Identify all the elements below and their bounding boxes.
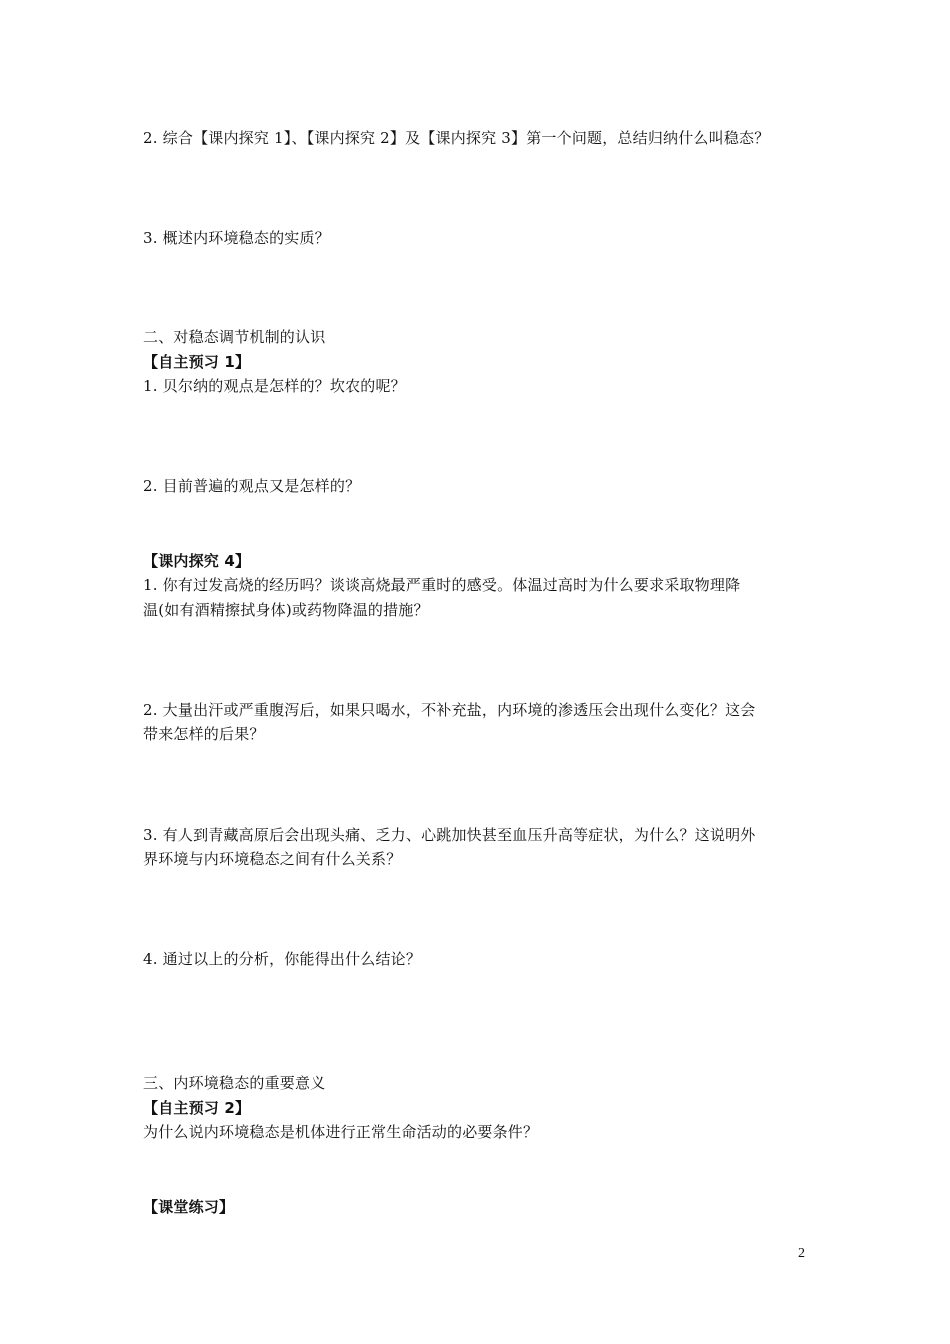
question-high-fever-line1: 1. 你有过发高烧的经历吗？谈谈高烧最严重时的感受。体温过高时为什么要求采取物理降 bbox=[143, 576, 741, 594]
question-current-view: 2. 目前普遍的观点又是怎样的？ bbox=[143, 477, 361, 495]
page-number: 2 bbox=[798, 1246, 805, 1261]
question-sweating-line1: 2. 大量出汗或严重腹泻后，如果只喝水，不补充盐，内环境的渗透压会出现什么变化？这会 bbox=[143, 701, 756, 719]
question-sweating-line2: 带来怎样的后果？ bbox=[143, 725, 265, 743]
question-necessary-condition: 为什么说内环境稳态是机体进行正常生命活动的必要条件？ bbox=[143, 1123, 539, 1141]
section-title-importance: 三、内环境稳态的重要意义 bbox=[143, 1074, 326, 1092]
heading-class-explore-4: 【课内探究 4】 bbox=[143, 552, 251, 570]
heading-self-preview-2: 【自主预习 2】 bbox=[143, 1099, 251, 1117]
question-plateau-line2: 界环境与内环境稳态之间有什么关系？ bbox=[143, 850, 402, 868]
question-homeostasis-essence: 3. 概述内环境稳态的实质？ bbox=[143, 229, 330, 247]
question-summarize-homeostasis: 2. 综合【课内探究 1】、【课内探究 2】及【课内探究 3】第一个问题，总结归纳什么叫稳态？ bbox=[143, 129, 770, 147]
section-title-regulation-mechanism: 二、对稳态调节机制的认识 bbox=[143, 328, 326, 346]
heading-class-practice: 【课堂练习】 bbox=[143, 1198, 235, 1216]
question-high-fever-line2: 温(如有酒精擦拭身体)或药物降温的措施？ bbox=[143, 601, 429, 619]
question-plateau-line1: 3. 有人到青藏高原后会出现头痛、乏力、心跳加快甚至血压升高等症状，为什么？这说明外 bbox=[143, 826, 756, 844]
question-bernard-cannon: 1. 贝尔纳的观点是怎样的？坎农的呢？ bbox=[143, 377, 406, 395]
heading-self-preview-1: 【自主预习 1】 bbox=[143, 353, 251, 371]
question-conclusion: 4. 通过以上的分析，你能得出什么结论？ bbox=[143, 950, 422, 968]
